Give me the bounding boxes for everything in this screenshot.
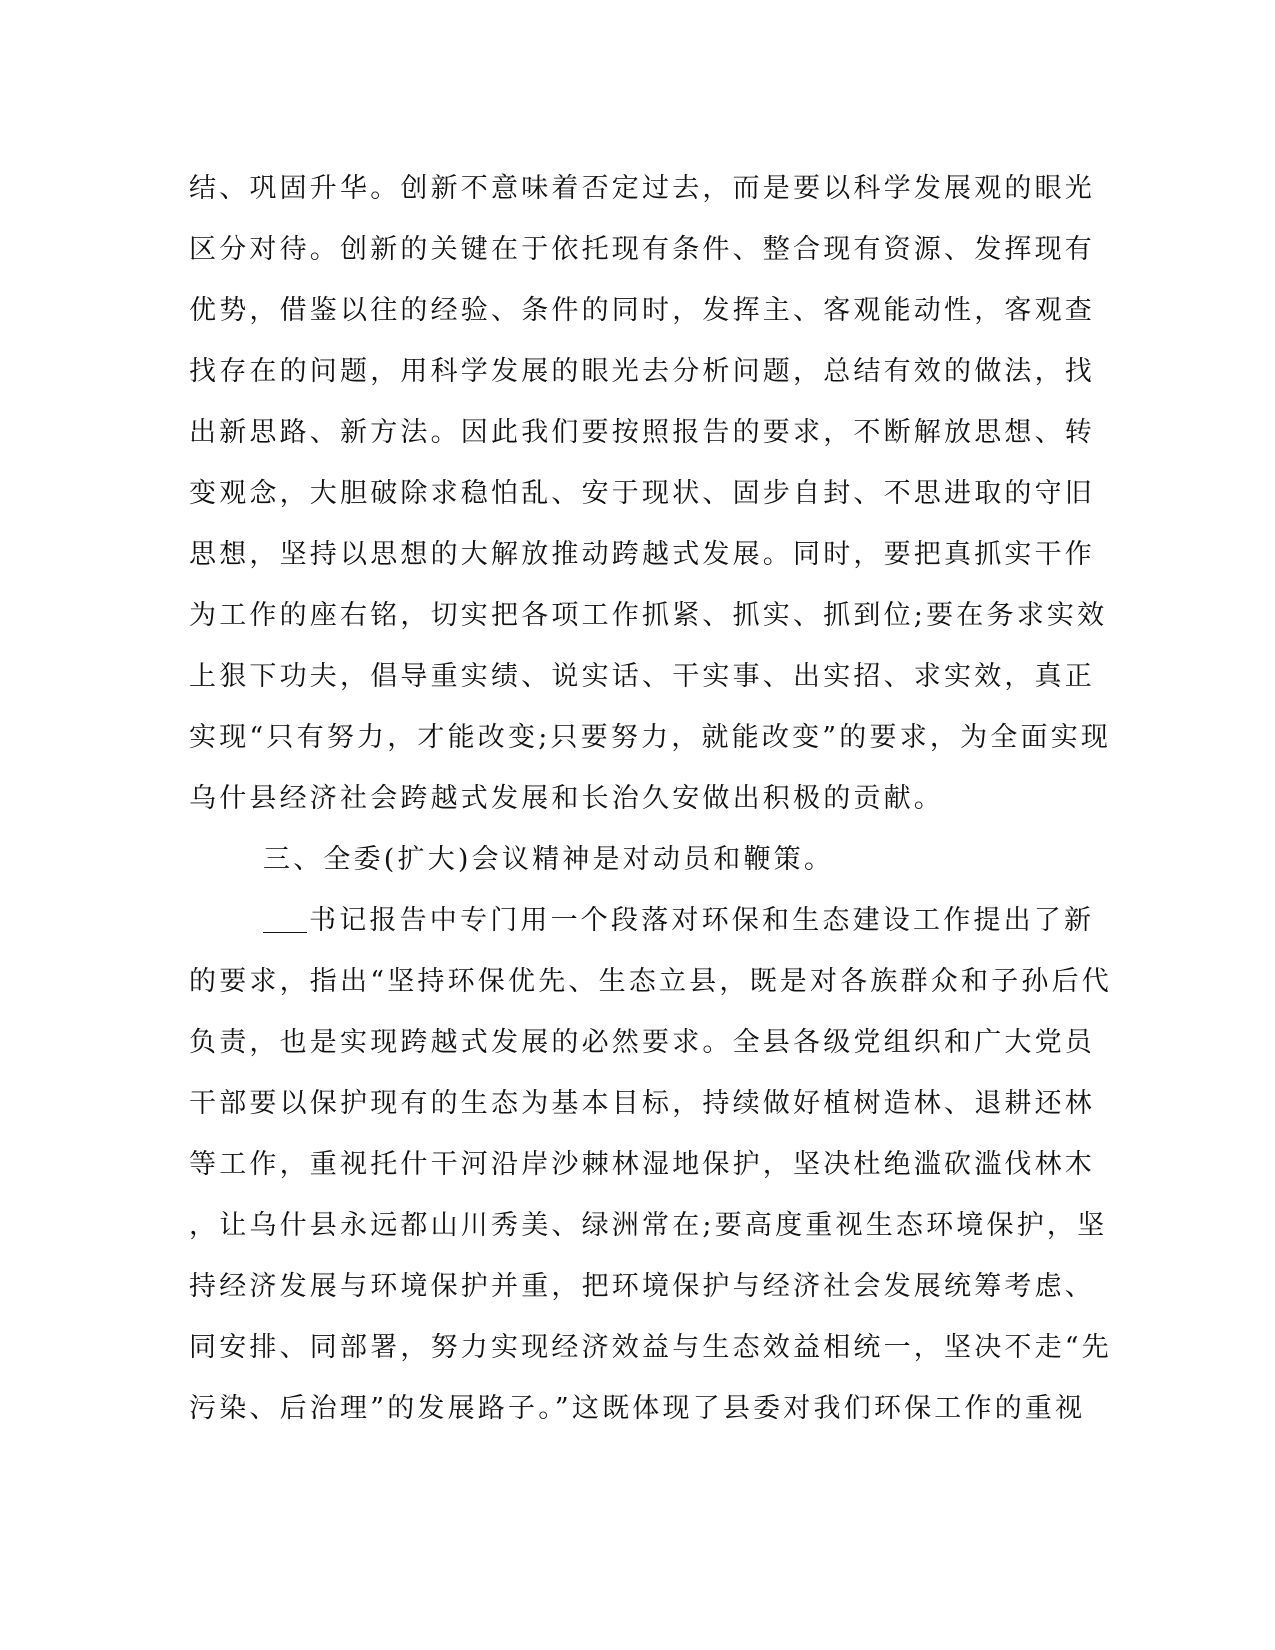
text-line: 找存在的问题，用科学发展的眼光去分析问题，总结有效的做法，找 xyxy=(189,356,1095,387)
text-line: 区分对待。创新的关键在于依托现有条件、整合现有资源、发挥现有 xyxy=(189,234,1095,265)
text-line: 持经济发展与环境保护并重，把环境保护与经济社会发展统筹考虑、 xyxy=(189,1271,1095,1302)
text-line: 污染、后治理”的发展路子。”这既体现了县委对我们环保工作的重视 xyxy=(189,1393,1086,1424)
text-line: 上狠下功夫，倡导重实绩、说实话、干实事、出实招、求实效，真正 xyxy=(189,661,1095,692)
paragraph-first-line xyxy=(189,890,1095,951)
text-line: 优势，借鉴以往的经验、条件的同时，发挥主、客观能动性，客观查 xyxy=(189,295,1095,326)
text-line: ，让乌什县永远都山川秀美、绿洲常在;要高度重视生态环境保护，坚 xyxy=(189,1210,1108,1241)
text-line: 为工作的座右铭，切实把各项工作抓紧、抓实、抓到位;要在务求实效 xyxy=(189,600,1108,631)
text-line: 出新思路、新方法。因此我们要按照报告的要求，不断解放思想、转 xyxy=(189,417,1095,448)
text-line: 同安排、同部署，努力实现经济效益与生态效益相统一，坚决不走“先 xyxy=(189,1332,1113,1363)
text-line: 实现“只有努力，才能改变;只要努力，就能改变”的要求，为全面实现 xyxy=(189,722,1112,753)
text-line: 乌什县经济社会跨越式发展和长治久安做出积极的贡献。 xyxy=(189,783,944,814)
text-line: 结、巩固升华。创新不意味着否定过去，而是要以科学发展观的眼光 xyxy=(189,173,1095,204)
text-line: 变观念，大胆破除求稳怕乱、安于现状、固步自封、不思进取的守旧 xyxy=(189,478,1095,509)
text-line: 负责，也是实现跨越式发展的必然要求。全县各级党组织和广大党员 xyxy=(189,1027,1095,1058)
text-line: 等工作，重视托什干河沿岸沙棘林湿地保护，坚决杜绝滥砍滥伐林木 xyxy=(189,1149,1095,1180)
text-line: 思想，坚持以思想的大解放推动跨越式发展。同时，要把真抓实干作 xyxy=(189,539,1095,570)
text-line: 干部要以保护现有的生态为基本目标，持续做好植树造林、退耕还林 xyxy=(189,1088,1095,1119)
text-line: 书记报告中专门用一个段落对环保和生态建设工作提出了新 xyxy=(309,905,1095,936)
section-heading: 三、全委(扩大)会议精神是对动员和鞭策。 xyxy=(263,844,835,875)
body-text xyxy=(189,158,1113,1439)
text-line: 的要求，指出“坚持环保优先、生态立县，既是对各族群众和子孙后代 xyxy=(189,966,1113,997)
name-blank xyxy=(263,902,307,933)
